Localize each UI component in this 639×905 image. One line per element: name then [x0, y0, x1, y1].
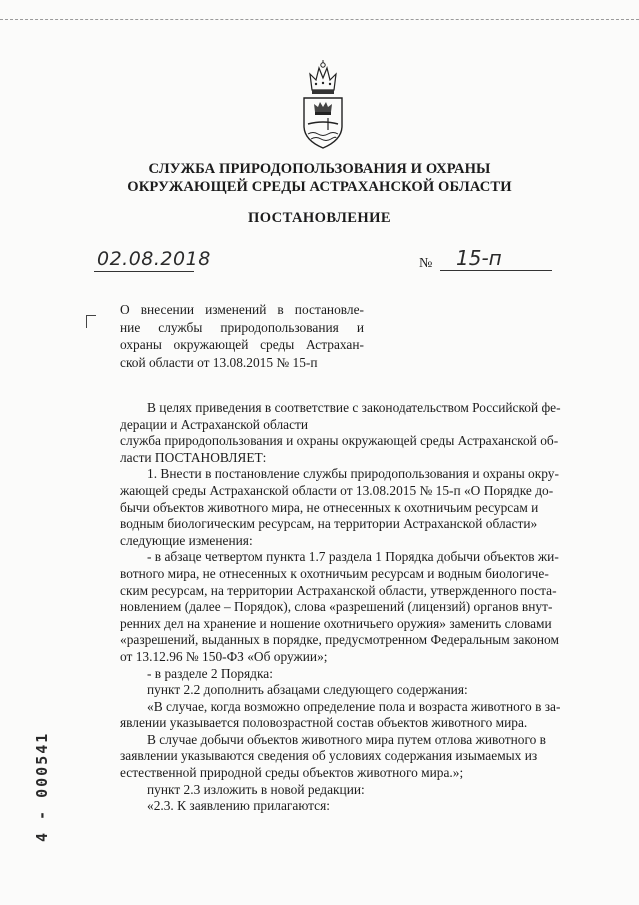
subject-line: О внесении изменений в постановле-: [120, 302, 364, 317]
astrakhan-coat-of-arms-icon: [298, 60, 348, 150]
body-line: явлении указывается половозрастной состав объектов животного мира.: [120, 715, 528, 731]
body-line: бычи объектов животного мира, не отнесенных к охотничьим ресурсам и: [120, 499, 539, 515]
body-line: «В случае, когда возможно определение пола и возраста животного в за-: [147, 698, 561, 714]
body-line: дерации и Астраханской области: [120, 416, 309, 432]
document-date: 02.08.2018: [97, 248, 211, 270]
body-line: 1. Внести в постановление службы природопользования и охраны окру-: [147, 466, 559, 482]
scan-edge-line: [0, 19, 639, 20]
body-line: пункт 2.3 изложить в новой редакции:: [147, 781, 365, 797]
body-line: следующие изменения:: [120, 532, 253, 548]
document-type: ПОСТАНОВЛЕНИЕ: [247, 210, 392, 226]
document-subject: [120, 301, 364, 371]
organization-title-line-2: ОКРУЖАЮЩЕЙ СРЕДЫ АСТРАХАНСКОЙ ОБЛАСТИ: [127, 179, 512, 195]
body-line: «разрешений, выданных в порядке, предусмотренном Федеральным законом: [120, 632, 559, 648]
archive-stamp-number: 4 - 000541: [33, 731, 51, 842]
body-line: ренних дел на хранение и ношение охотничьего оружия» заменить словами: [120, 615, 552, 631]
body-line: ласти ПОСТАНОВЛЯЕТ:: [120, 449, 267, 465]
body-line: водным биологическим ресурсам, на территории Астраханской области»: [120, 516, 538, 532]
body-line: пункт 2.2 дополнить абзацами следующего содержания:: [147, 682, 468, 698]
body-line: вотного мира, не отнесенных к охотничьим ресурсам и водным биологиче-: [120, 565, 549, 581]
subject-line: ние службы природопользования и: [120, 319, 364, 335]
body-line: В случае добычи объектов животного мира путем отлова животного в: [147, 731, 546, 747]
document-body: [120, 400, 600, 815]
body-line: служба природопользования и охраны окружающей среды Астраханской об-: [120, 433, 559, 449]
subject-line: ской области от 13.08.2015 № 15-п: [120, 354, 318, 370]
number-underline: [440, 270, 552, 271]
body-line: - в абзаце четвертом пункта 1.7 раздела 1 Порядка добычи объектов жи-: [147, 549, 559, 565]
body-line: - в разделе 2 Порядка:: [147, 665, 273, 681]
date-underline: [94, 271, 194, 272]
body-line: естественной природной среды объектов животного мира.»;: [120, 765, 464, 781]
organization-title: [0, 160, 639, 196]
body-line: ским ресурсам, на территории Астраханской области, утвержденного поста-: [120, 582, 557, 598]
document-number: 15-п: [456, 246, 502, 270]
subject-line: охраны окружающей среды Астрахан-: [120, 337, 364, 352]
organization-title-line-1: СЛУЖБА ПРИРОДОПОЛЬЗОВАНИЯ И ОХРАНЫ: [148, 161, 491, 177]
subject-corner-mark: [86, 315, 96, 328]
body-line: заявлении указываются сведения об условиях содержания изымаемых из: [120, 748, 538, 764]
body-line: жающей среды Астраханской области от 13.08.2015 № 15-п «О Порядке до-: [120, 482, 554, 498]
number-label: №: [419, 256, 433, 271]
body-line: «2.3. К заявлению прилагаются:: [147, 798, 331, 814]
body-line: от 13.12.96 № 150-ФЗ «Об оружии»;: [120, 648, 328, 664]
body-line: В целях приведения в соответствие с законодательством Российской фе-: [147, 400, 561, 415]
body-line: новлением (далее – Порядок), слова «разрешений (лицензий) органов внут-: [120, 599, 553, 615]
